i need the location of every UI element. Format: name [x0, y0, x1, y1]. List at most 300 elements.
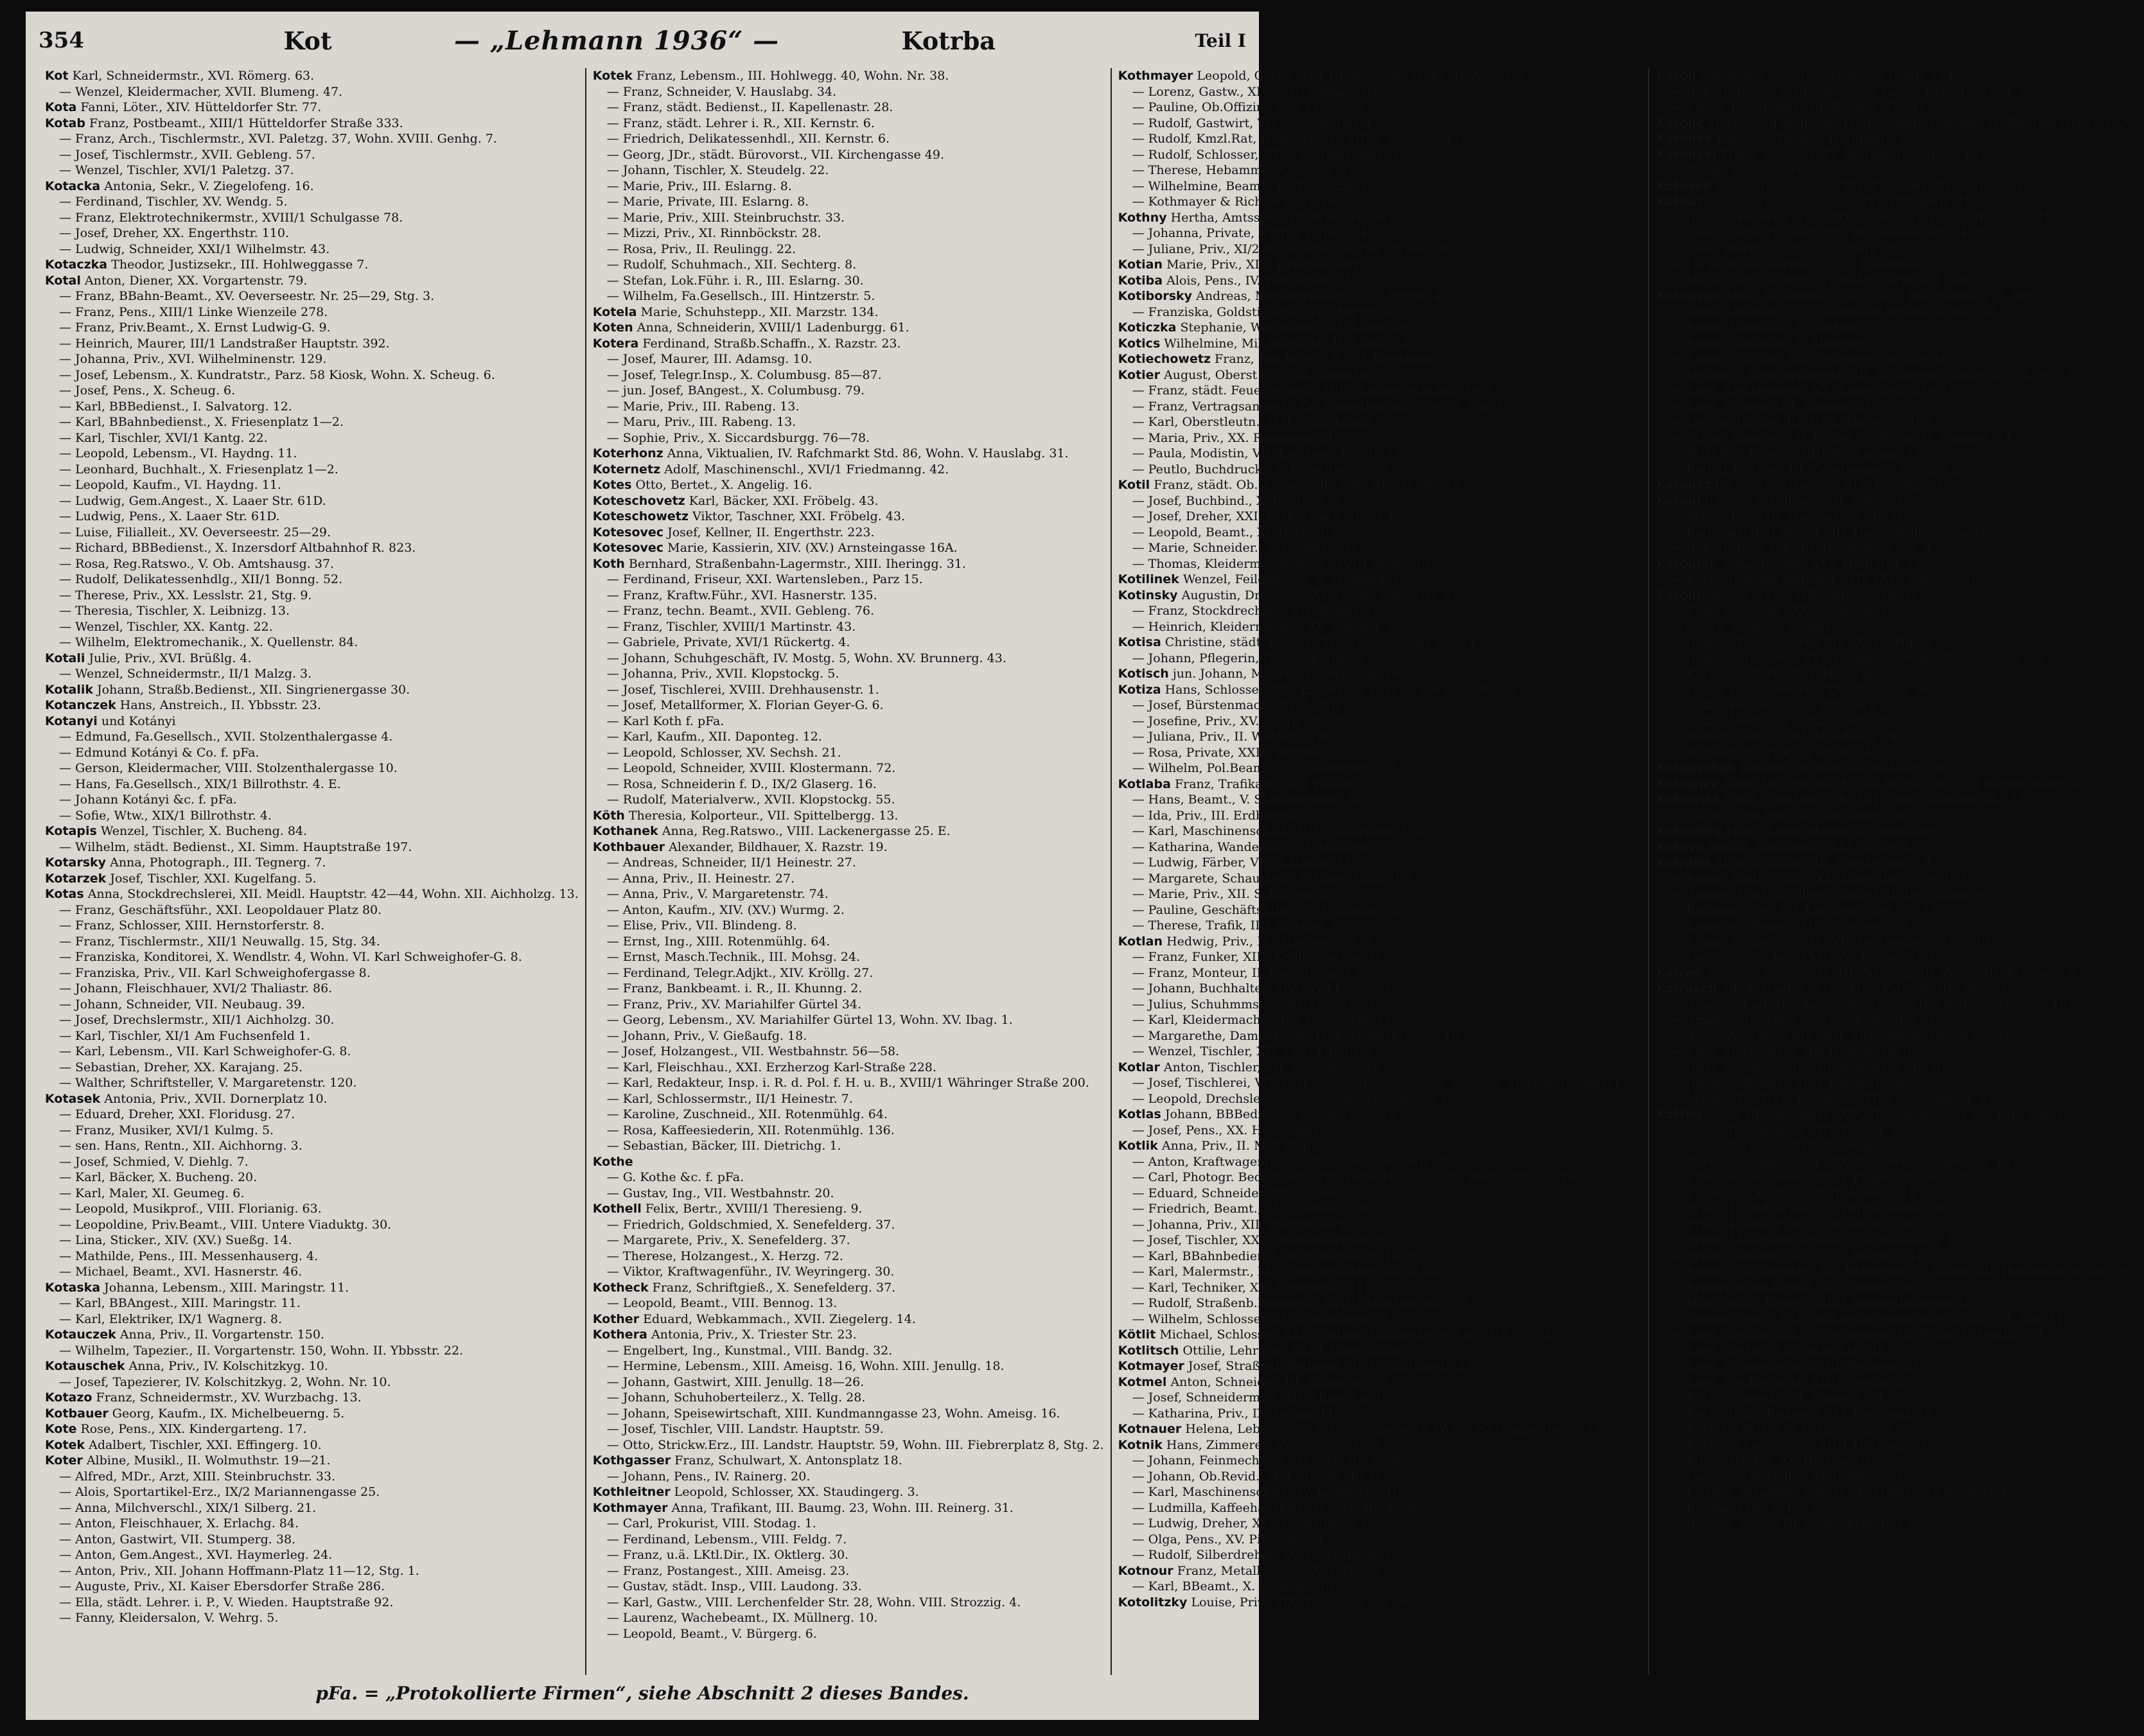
entry-text: — Edmund Kotányi & Co. f. pFa.	[59, 745, 259, 760]
entry-text: Franz, Trafikant, III/1 Fasang. 52.	[1174, 776, 1385, 791]
entry-surname: Kotisch	[1118, 667, 1169, 681]
directory-entry	[1656, 446, 2138, 462]
directory-entry	[1118, 1012, 1642, 1028]
entry-text: — Leopoldine, Priv.Beamt., VIII. Untere Viaduktg. 30.	[59, 1217, 392, 1232]
directory-entry	[45, 1044, 579, 1060]
entry-text: — Ludwig, Pens., X. Laaer Str. 61D.	[59, 509, 280, 523]
entry-text: Franz, Metallschleif., XVI. Hippg. 32.	[1177, 1563, 1408, 1578]
directory-entry	[45, 682, 579, 698]
directory-entry	[45, 839, 579, 855]
entry-text: — Anton, Fleischhauer, X. Erlachg. 84.	[59, 1516, 299, 1530]
entry-text: — Friedrich, Beamt., XVII. Gebleng. 93.	[1132, 1202, 1379, 1216]
entry-text: — Anna, Buchhalt., XIX. Panzerg. 4.	[1670, 1139, 1893, 1153]
entry-text: — Anna, Lebensm., XXI. Jedleseer Straße Nr. 68—94.	[1670, 304, 2001, 319]
entry-text: — Johann, Buchhalter, XIV. (XV.) Fenzlg. 1.	[1132, 981, 1395, 995]
entry-text: — Leopold, Schneider, XVIII. Klostermann. 72.	[606, 761, 896, 775]
directory-entry	[45, 525, 579, 541]
entry-text: — Kilian, Bäcker, XV. Herthag. 9.	[1670, 1453, 1874, 1468]
entry-text: — Margarethe, Damenkleid., IV. Kolschitzkygasse 19.	[1132, 1028, 1464, 1043]
directory-entry	[1656, 1295, 2138, 1311]
directory-entry	[45, 1232, 579, 1249]
directory-entry	[1118, 1280, 1642, 1296]
directory-entry	[45, 1358, 579, 1374]
entry-text: Albine, Musikl., II. Wolmuthstr. 19—21.	[86, 1453, 331, 1468]
directory-entry	[45, 1579, 579, 1595]
entry-text: — Juliane, Priv., XI/2 Kaiser-Ebersdorfer Straße 290.	[1132, 241, 1459, 256]
directory-entry	[1656, 635, 2138, 651]
entry-text: — Luise, Filialleit., XV. Oeverseestr. 25—29.	[59, 525, 331, 539]
entry-surname: Kotera	[592, 336, 639, 351]
directory-entry	[1118, 666, 1642, 682]
entry-text: Rose, Pens., XIX. Kindergarteng. 17.	[80, 1422, 307, 1436]
entry-surname: Kotanyi	[45, 714, 98, 728]
entry-text: — Johann, Fleischhauer, XVI/2 Thaliastr. 86.	[59, 981, 333, 995]
directory-entry	[593, 1532, 1104, 1548]
directory-entry	[45, 965, 579, 981]
entry-text: Julie, Priv., XVI. Brüßlg. 4.	[89, 651, 252, 665]
entry-text: Eduard, Webkammach., XVII. Ziegelerg. 14.	[643, 1311, 916, 1326]
directory-entry	[1118, 288, 1642, 304]
directory-entry	[593, 257, 1104, 273]
entry-text: Franz, Schriftgieß., X. Senefelderg. 37.	[652, 1280, 896, 1295]
directory-entry	[593, 1075, 1104, 1091]
entry-surname: Kotics	[1118, 336, 1161, 351]
directory-entry	[1656, 902, 2138, 918]
entry-text: — Anna, Priv., II. Heinestr. 27.	[606, 871, 795, 886]
directory-entry	[45, 1201, 579, 1217]
directory-entry	[45, 320, 579, 336]
directory-entry	[1118, 886, 1642, 902]
directory-entry	[1656, 1186, 2138, 1202]
directory-entry	[1656, 1249, 2138, 1265]
directory-entry	[593, 116, 1104, 132]
directory-entry	[1118, 981, 1642, 997]
entry-text: Franz, Bez.Insp. i. R., VI. Bredanstr. 5.	[1215, 352, 1454, 366]
entry-text: Hertha, Amtssekr., IX. Wiederhoferg. 5.	[1170, 210, 1417, 225]
directory-entry	[1656, 68, 2138, 84]
entry-surname: Kotarsky	[45, 855, 107, 870]
entry-text: — Josef, Werkführ., XII/1 Ruckerg. 49.	[1670, 241, 1906, 256]
entry-text: — Franz, Buchdrucker, XX. Pappenheimg. 49.	[1670, 1202, 1953, 1216]
entry-surname: Kothny	[1118, 210, 1167, 225]
directory-entry	[45, 1107, 579, 1123]
entry-text: Anton, Diener, XX. Vorgartenstr. 79.	[84, 273, 308, 288]
entry-text: — Karl, Tischler, XI/1 Am Fuchsenfeld 1.	[59, 1028, 311, 1043]
entry-text: Anna, Photograph., III. Tegnerg. 7.	[110, 855, 326, 870]
entry-text: — Gustav, Ing., VII. Westbahnstr. 20.	[606, 1186, 834, 1200]
entry-text: — Franz, Arch., Tischlermstr., XVI. Paletzg. 37, Wohn. XVIII. Genhg. 7.	[59, 132, 497, 146]
directory-entry	[45, 1421, 579, 1437]
directory-entry	[45, 1028, 579, 1044]
entry-text: — Johann, Bronzewaren-Erz., XVI/2 Hippg. 20.	[1670, 635, 1960, 649]
entry-text: Theodor, Justizsekr., III. Hohlweggasse 7.	[111, 258, 369, 272]
entry-surname: Kötlit	[1118, 1328, 1156, 1342]
entry-text: — Therese, Trafik, II/1 Zirkusg. 7.	[1132, 918, 1343, 933]
directory-entry	[1118, 619, 1642, 635]
entry-text: und Kotányi	[101, 714, 176, 728]
header-last-entry: Kotrba	[901, 26, 996, 55]
directory-entry	[1118, 949, 1642, 965]
entry-text: — Johann, Feuerwehrm., XXI. Schwarzlackenau, Hauptstr. 21.	[1670, 210, 2055, 225]
entry-text: — Leopold, Beamt., V. Bürgerg. 6.	[606, 1626, 817, 1641]
directory-entry	[45, 1327, 579, 1343]
directory-entry	[593, 1107, 1104, 1123]
entry-text: — Josef, Geflügelhdlg., V. Arbeiterg. 18, Wohn. V. Fendig. 20.	[1670, 1328, 2046, 1342]
directory-entry	[593, 1547, 1104, 1563]
entry-text: Adolf, Maschinenschl., XVI/1 Friedmanng. 42.	[664, 462, 949, 477]
directory-entry	[45, 997, 579, 1013]
directory-entry	[593, 210, 1104, 226]
entry-text: — Franz, Monteur, II. Gestetteng. 1A.	[1132, 965, 1366, 980]
directory-entry	[593, 540, 1104, 556]
entry-text: — Johann Kotányi &c. f. pFa.	[59, 793, 237, 807]
directory-entry	[1118, 509, 1642, 525]
directory-entry	[1118, 131, 1642, 147]
directory-entry	[593, 808, 1104, 824]
entry-text: — Marie, Priv., III. Eslarng. 8.	[606, 179, 792, 193]
entry-text: — Engelbert, Ing., Kunstmal., VIII. Bandg. 32.	[606, 1343, 893, 1358]
entry-text: — Johann, Ob.Revid., IX/1 Strudlhofg. 8.	[1132, 1469, 1383, 1484]
directory-entry	[593, 1469, 1104, 1485]
entry-text: — Josef, Gastwirtschaft, XXI. Breitenleer Str. 24. E.	[1670, 226, 1989, 240]
entry-text: — sen. Hans, Rentn., XII. Aichhorng. 3.	[59, 1139, 303, 1153]
entry-text: — Josef, Gerber, XX. Salzachstr. 18.	[1670, 1343, 1890, 1358]
entry-text: — Franz, Bankbeamt. i. R., II. Khunng. 2.	[606, 981, 863, 995]
entry-text: Anton, Schneider, III. Klimschg. 20.	[1170, 1374, 1391, 1389]
entry-surname: Kotraba	[1656, 855, 1711, 870]
directory-entry	[45, 1610, 579, 1626]
directory-entry	[45, 934, 579, 950]
directory-entry	[45, 729, 579, 745]
directory-entry	[593, 1500, 1104, 1516]
entry-text: — Wilhelm, städt. Bedienst., XI. Simm. Hauptstraße 197.	[59, 839, 412, 854]
entry-surname: Kothanek	[592, 824, 658, 838]
directory-entry	[1656, 1232, 2138, 1249]
directory-entry	[1656, 603, 2138, 619]
entry-text: Anna, Reg.Ratswo., VIII. Lackenergasse 25. E.	[662, 824, 951, 838]
directory-entry	[1656, 1044, 2138, 1060]
directory-entry	[593, 1249, 1104, 1265]
directory-entry	[45, 1516, 579, 1532]
directory-entry	[1118, 792, 1642, 808]
directory-entry	[593, 855, 1104, 871]
entry-text: — Auguste, Priv., XI. Kaiser Ebersdorfer Straße 286.	[59, 1579, 385, 1593]
directory-entry	[1118, 1138, 1642, 1154]
entry-text: — Ludmilla, Kaffeehausbed., IX. Strudlhofg. 8.	[1132, 1500, 1421, 1515]
directory-entry	[45, 651, 579, 667]
entry-text: — Eduard, Schneider, XIX. Cobenzlg. 101.	[1132, 1186, 1394, 1200]
entry-surname: Koternetz	[592, 462, 661, 477]
directory-entry	[1656, 241, 2138, 258]
directory-entry	[593, 1626, 1104, 1642]
entry-text: — Franz, Kraftw.Führ., X. Wielandg. 29—31.	[1670, 1217, 1944, 1232]
entry-text: Anna, Trafikant, III. Baumg. 23, Wohn. III. Reinerg. 31.	[671, 1500, 1014, 1515]
entry-text: — Josef, Drechslermstr., XII/1 Aichholzg. 30.	[59, 1013, 335, 1027]
entry-text: — Karl, Straßenb.Bedienst., XIV. (XV.) Johnstr. 39.	[1670, 572, 1979, 586]
entry-text: Viktor, Taschner, XXI. Fröbelg. 43.	[692, 509, 906, 523]
entry-text: Helena, Lebensm., XX. Wintergasse 33, Wohn. XX. Pappenheim. 49.	[1185, 1422, 1605, 1436]
entry-text: — Ludwig, Gem.Angest., X. Laaer Str. 61D.	[59, 493, 326, 508]
directory-entry	[45, 1500, 579, 1516]
directory-entry	[1656, 1437, 2138, 1453]
directory-entry	[593, 1060, 1104, 1076]
entry-text: — Therese, Holzangest., X. Herzg. 72.	[606, 1249, 843, 1263]
entry-text: — Franz, Schuhm., XIV. (XV.) Märzstr. 81.	[1670, 1249, 1928, 1263]
directory-entry	[1118, 304, 1642, 320]
directory-entry	[1118, 808, 1642, 824]
entry-text: — Anton, Gem.Angest., XVI. Haymerleg. 24.	[59, 1548, 333, 1562]
entry-text: Wilhelmine, Milchverschl., II. Floßg. 1A.	[1164, 336, 1414, 351]
entry-text: Leopold, Gastw., II/1 Heinestr. 30, Wohn. II. Aloisg. 1.	[1197, 69, 1530, 83]
directory-entry	[1118, 1154, 1642, 1170]
directory-entry	[1656, 949, 2138, 965]
directory-entry	[45, 886, 579, 902]
entry-text: — Leopold, Beamt., XI. Dorfg. 63.	[1132, 525, 1341, 539]
directory-entry	[1118, 147, 1642, 163]
entry-text: Hans, Zimmerer, XVI. Seebödg. 24.	[1166, 1437, 1385, 1452]
entry-text: — Josef, Tischlerei, XVIII. Drehhausenstr. 1.	[606, 682, 879, 697]
entry-text: — Marie, V. Schönbrunner Str. 85.	[1670, 163, 1883, 177]
entry-text: — Franz, Stockdrechsler, XII. Bonng. 16—18.	[1132, 604, 1413, 618]
entry-surname: Kote	[45, 1422, 77, 1436]
directory-entry	[1118, 1532, 1642, 1548]
directory-entry	[45, 288, 579, 304]
entry-text: — Johanna, Private, XVIII/1 Riglerg. 4.	[1132, 226, 1371, 240]
entry-surname: Köth	[592, 808, 625, 823]
directory-entry	[45, 100, 579, 116]
directory-entry	[1118, 1264, 1642, 1280]
directory-entry	[45, 162, 579, 179]
directory-entry	[45, 210, 579, 226]
entry-text: Franz, Schulwart, X. Antonsplatz 18.	[674, 1453, 902, 1468]
entry-text: — Wilhelm, Elektromechanik., X. Quellenstr. 84.	[59, 635, 358, 649]
entry-text: — Karl, Schlossermstr., II/1 Heinestr. 7.	[606, 1091, 853, 1106]
directory-entry	[1118, 1217, 1642, 1233]
directory-entry	[45, 179, 579, 195]
entry-text: — Wenzel, Tischler, XVI/1 Paletzg. 37.	[59, 163, 294, 177]
entry-text: — Viktor, Priv.Beamt., III. Baumg. 37—41.	[1670, 100, 1930, 114]
directory-entry	[593, 1374, 1104, 1390]
entry-text: — Anton, Gastwirt, VII. Stumperg. 38.	[59, 1532, 296, 1547]
entry-surname: Kotoucek	[1656, 289, 1721, 303]
entry-text: — Karl, BBAngest., XIII. Maringstr. 11.	[59, 1296, 301, 1310]
directory-entry	[593, 288, 1104, 304]
directory-entry	[1118, 1327, 1642, 1343]
entry-text: — Juliana, Priv., II. Wehlistr. 140.	[1132, 730, 1337, 744]
directory-entry	[1118, 1406, 1642, 1422]
directory-entry	[1118, 430, 1642, 446]
entry-surname: Kotlik	[1118, 1139, 1158, 1153]
directory-entry	[45, 619, 579, 635]
directory-entry	[1118, 1358, 1642, 1374]
directory-entry	[593, 1516, 1104, 1532]
entry-text: — Franz, städt. Lehrer i. R., XII. Kernstr. 6.	[606, 116, 875, 130]
entry-text: — Franz, Schneidermstr., VII. Lerchenfelder Str. 13.	[1670, 934, 1994, 949]
directory-entry	[45, 1406, 579, 1422]
entry-text: — Josef, Monteur, XII/2 Breitenfurter Str. 96.	[1670, 1060, 1949, 1074]
entry-text: Adolf, BBahnangest., XIX. Heiligenstädter Str. 146, Stg. 2.	[1706, 1107, 2068, 1121]
directory-entry	[1656, 808, 2138, 824]
entry-text: — Josef, Dreher, XX. Engerthstr. 110.	[59, 226, 290, 240]
entry-text: — Johann, Pflegerin, II. Gr. Sperlg. 36.	[1132, 651, 1371, 665]
entry-text: — Johann, Feinmechanik., IX. Strudlhofg. 8.	[1132, 1453, 1405, 1468]
directory-entry	[1656, 871, 2138, 887]
directory-entry	[1118, 525, 1642, 541]
directory-entry	[1656, 179, 2138, 195]
entry-surname: Kotauczek	[45, 1328, 116, 1342]
entry-text: — Rudolf, Gastw., XIII. Mondweg, Parz. 6.	[1670, 730, 1929, 744]
directory-entry	[593, 367, 1104, 383]
entry-text: — Adolf, Tischlermstr., XII. Tivolig. 28.	[1670, 1123, 1910, 1137]
directory-entry	[45, 1154, 579, 1170]
entry-surname: Kothbauer	[592, 839, 665, 854]
directory-entry	[1118, 1028, 1642, 1044]
entry-text: — Karl, Schmied, XVI. Koppstr. 56.	[1670, 1390, 1886, 1405]
entry-surname: Koton	[1656, 69, 1697, 83]
part-label: Teil I	[1195, 30, 1246, 51]
directory-entry	[45, 855, 579, 871]
entry-text: Alojsia, Priv., XIII. Miffindorferstr. 25.	[1709, 588, 1942, 602]
entry-text: — Josef, Pens., XX. Hellwagstr. 21.	[1132, 1123, 1346, 1137]
entry-surname: Koticzka	[1118, 320, 1177, 335]
entry-text: Anna, Viktualien, IV. Rafchmarkt Std. 86, Wohn. V. Hauslabg. 31.	[667, 446, 1069, 460]
entry-text: — Hans, Beamt., V. Schönbrunner Str. 35.	[1132, 793, 1392, 807]
directory-entry	[1656, 304, 2138, 320]
entry-surname: Kotlas	[1118, 1107, 1161, 1121]
directory-entry	[1118, 1201, 1642, 1217]
directory-entry	[593, 430, 1104, 446]
entry-text: — Carl, Photogr. Bedarfsart., XIX. Döbl. Hauptstr. 26, Wohn. XXI. Carrog. 13—17.	[1132, 1170, 1639, 1184]
directory-entry	[45, 399, 579, 415]
directory-entry	[45, 241, 579, 258]
directory-entry	[593, 1044, 1104, 1060]
directory-entry	[45, 1563, 579, 1579]
entry-text: Franz, Postbeamt., XIII/1 Hütteldorfer Straße 333.	[89, 116, 403, 130]
directory-entry	[1656, 162, 2138, 179]
entry-text: — Friedrich, Delikatessenhdl., XII. Kernstr. 6.	[606, 132, 890, 146]
entry-text: Antonia, Priv., X. Triester Str. 23.	[651, 1328, 857, 1342]
entry-surname: Kotolitzky	[1118, 1595, 1188, 1609]
directory-entry	[593, 1295, 1104, 1311]
directory-entry	[593, 1091, 1104, 1107]
entry-text: Franz, Lebensm., III. Hohlwegg. 40, Wohn. Nr. 38.	[636, 69, 949, 83]
directory-entry	[593, 949, 1104, 965]
directory-entry	[1118, 414, 1642, 430]
entry-text: — Franziska, Priv., VII. Karl Schweighofergasse 8.	[59, 965, 371, 980]
entry-text: — Ernst, Ing., XIII. Rotenmühlg. 64.	[606, 934, 830, 949]
directory-entry	[1656, 509, 2138, 525]
entry-text: Ottilie, Lehrerin, XXI/1 Flurschützstr. 8.	[1182, 1343, 1430, 1358]
entry-text: — Ludwig, Straßenb.Angest., X. Friedrich Knauer-G. 4.	[1670, 1485, 2012, 1499]
directory-entry	[1118, 194, 1642, 210]
directory-entry	[45, 116, 579, 132]
entry-text: — Josef, Tischler, XXI. Shuttleworthstr. 9.	[1132, 1233, 1389, 1247]
directory-entry	[45, 1547, 579, 1563]
entry-surname: Kota	[45, 100, 77, 114]
entry-text: Augustin, Drechsler, XV. Goldschlaggasse 23.	[1181, 588, 1462, 602]
entry-surname: Kotraš	[1656, 965, 1701, 980]
entry-text: — Karl, Redakteur, Insp. i. R. d. Pol. f. H. u. B., XVIII/1 Währinger Straße 200.	[606, 1076, 1089, 1090]
entry-text: Auguste, städt. Angest., XVI. Effingerg. 31.	[1707, 195, 1975, 209]
entry-text: Johann, BBBedienst., II. Am Tabor 14.	[1164, 1107, 1400, 1121]
entry-text: — Franz, städt. Bedienst., II. Kapellenastr. 28.	[606, 100, 893, 114]
entry-text: Johann, Tischler, XX. Rafaelg. 28.	[1739, 761, 1947, 775]
directory-entry	[1118, 745, 1642, 761]
directory-entry	[1118, 1123, 1642, 1139]
entry-surname: Kotlan	[1118, 934, 1163, 949]
directory-entry	[1118, 556, 1642, 572]
entry-text: Josef, Kellner, II. Engerthstr. 223.	[667, 525, 875, 539]
directory-entry	[593, 525, 1104, 541]
entry-text: — Friedrich, BBAngest., XV. Fenzlg. 20.	[1670, 1280, 1916, 1295]
directory-page	[26, 12, 2138, 1720]
entry-text: — Rosa, Kaffeesiederin, XII. Rotenmühlg. 136.	[606, 1123, 895, 1137]
directory-entry	[593, 682, 1104, 698]
entry-text: — Marie, Priv., III. Hainburger Str. 41.	[1670, 509, 1909, 523]
directory-entry	[593, 1154, 1104, 1170]
entry-surname: Kothmayer	[1118, 69, 1193, 83]
directory-entry	[1656, 1406, 2138, 1422]
entry-text: — Josef, Elektromont., XX. Engerthstr. 83—97.	[1670, 383, 1959, 398]
directory-entry	[1656, 1123, 2138, 1139]
entry-text: — Franz, Tischler, XXI. Jedleseer Str. 68—94.	[1670, 352, 1951, 366]
entry-text: — Rosa, Reg.Ratswo., V. Ob. Amtshausg. 37.	[59, 556, 335, 571]
entry-text: — Rudolf, Straßenb.Bedienst., XVII/1 Montleartstr. 53.	[1132, 1296, 1471, 1310]
directory-entry	[1118, 320, 1642, 336]
entry-surname: Kotauschek	[45, 1359, 125, 1373]
entry-text: — Franz, Funker, XIII. Kanitscherweg 6.	[1132, 950, 1382, 964]
directory-entry	[45, 1186, 579, 1202]
directory-entry	[1656, 147, 2138, 163]
directory-entry	[1656, 1170, 2138, 1186]
directory-entry	[1656, 588, 2138, 604]
entry-surname: Kotowicz	[1656, 776, 1718, 791]
directory-entry	[1118, 603, 1642, 619]
entry-surname: Kotnik	[1118, 1437, 1163, 1452]
entry-text: — Gustav, städt. Insp., VIII. Laudong. 33.	[606, 1579, 862, 1593]
entry-text: — Franz, Postangest., XIII. Ameisg. 23.	[606, 1563, 850, 1578]
entry-text: — Stefan, Lok.Führ. i. R., III. Eslarng. 30.	[606, 273, 864, 288]
entry-text: Georg, Kaufm., IX. Michelbeuerng. 5.	[112, 1406, 345, 1421]
entry-surname: Kotowsky	[1656, 824, 1723, 838]
entry-surname: Kotapis	[45, 824, 97, 838]
entry-surname: Kotazo	[45, 1390, 92, 1405]
directory-entry	[1656, 1516, 2138, 1532]
directory-entry	[1118, 651, 1642, 667]
entry-surname: Kotal	[45, 273, 81, 288]
directory-entry	[593, 1610, 1104, 1626]
entry-text: — Rudolf, Gastwirt, VII. Gutenbergg. 13.	[1132, 116, 1385, 130]
directory-entry	[1656, 493, 2138, 509]
entry-text: Hans, Schlosser, XXI. Erzherzog Karl-Straße 65—79, Stg. 9.	[1164, 682, 1536, 697]
entry-text: — Marie, Schneider., X. Leibnizg. 36.	[1132, 541, 1363, 555]
entry-text: — Franz, Geschäftsführ., XXI. Leopoldauer Platz 80.	[59, 902, 382, 917]
entry-text: — Wenzel, Tischler, XX. Kantg. 22.	[59, 619, 273, 634]
entry-text: — Oskar, Mechanik., XXI. Avedikstr. 27.	[1670, 714, 1917, 728]
entry-text: — Franz, Pens., XIII/1 Linke Wienzeile 278.	[59, 304, 328, 319]
entry-text: — Karl, Tischler, XVI/1 Kantg. 22.	[59, 430, 268, 445]
entry-text: Christine, städt. Lehrer., XI. Schönbrunner Str. 44.	[1164, 635, 1480, 649]
directory-entry	[593, 918, 1104, 934]
directory-entry	[593, 1406, 1104, 1422]
directory-entry	[1656, 886, 2138, 902]
directory-entry	[1656, 556, 2138, 572]
directory-entry	[593, 1595, 1104, 1611]
entry-text: — Josef, Tischlermstr., XVII. Gebleng. 57.	[59, 147, 315, 162]
entry-text: — Oskar, Kellner, XXI/1 Effingerg. 31.	[1670, 698, 1904, 712]
directory-entry	[1118, 383, 1642, 399]
directory-entry	[1656, 131, 2138, 147]
